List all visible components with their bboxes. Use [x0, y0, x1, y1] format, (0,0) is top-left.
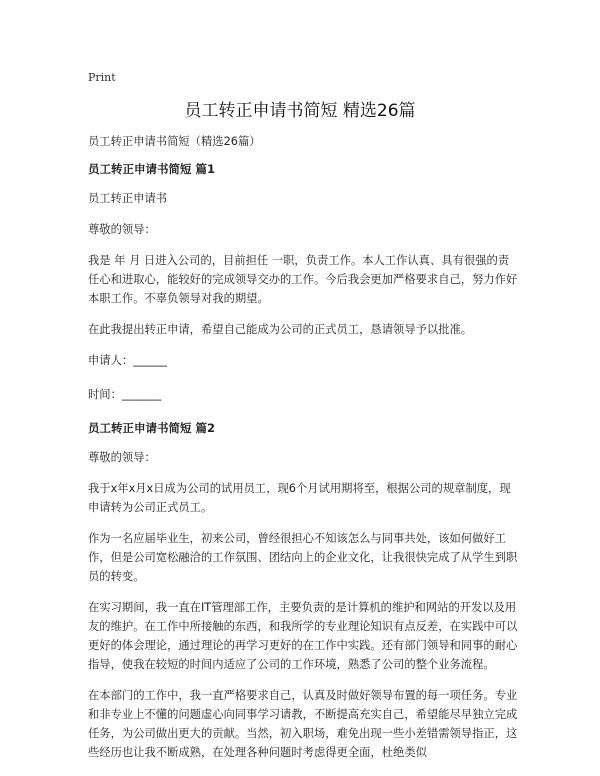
salutation-1: 尊敬的领导： — [88, 223, 156, 236]
page-title: 员工转正申请书简短 精选26篇 — [184, 101, 416, 121]
salutation-2: 尊敬的领导： — [88, 451, 156, 464]
paragraph: 在本部门的工作中，我一直严格要求自己，认真及时做好领导布置的每一项任务。专业和非专业上不懂的问题虚心向同事学习请教，不断提高充实自己，希望能尽早独立完成任务，为公司做出更大的贡献。当然，初入职场，难免出现一些小差错需领导指正，这些经历也让我不断成熟，在处理各种问题时考虑得更全面，杜绝类似 — [88, 689, 518, 759]
date-line: 时间：_______ — [88, 388, 162, 401]
paragraph: 作为一名应届毕业生，初来公司，曾经很担心不知该怎么与同事共处，该如何做好工作，但是公司宽松融洽的工作氛围、团结向上的企业文化，让我很快完成了从学生到职员的转变。 — [88, 532, 518, 583]
applicant-line: 申请人：______ — [88, 354, 168, 367]
document-body — [88, 132, 518, 774]
print-link[interactable]: Print — [88, 71, 116, 84]
section-heading-1: 员工转正申请书简短 篇1 — [88, 162, 216, 176]
subtitle: 员工转正申请书简短（精选26篇） — [88, 135, 261, 148]
paragraph: 在此我提出转正申请，希望自己能成为公司的正式员工，恳请领导予以批准。 — [88, 323, 473, 336]
paragraph: 我于x年x月x日成为公司的试用员工，现6个月试用期将至，根据公司的规章制度，现申请转为公司正式员工。 — [88, 482, 511, 514]
paragraph: 在实习期间，我一直在IT管理部工作，主要负责的是计算机的维护和网站的开发以及用友的维护。在工作中所接触的东西，和我所学的专业理论知识有点反差，在实践中可以更好的体会理论，通过理论的再学习更好的在工作中实践。还有部门领导和同事的耐心指导，使我在较短的时间内适应了公司的工作环境，熟悉了公司的整个业务流程。 — [88, 601, 518, 671]
paragraph: 我是 年 月 日进入公司的，目前担任 一职，负责工作。本人工作认真、具有很强的责任心和进取心，能较好的完成领导交办的工作。今后我会更加严格要求自己，努力作好本职工作。不辜负领导对我的期望。 — [88, 254, 518, 305]
doc-title: 员工转正申请书 — [88, 192, 168, 205]
section-heading-2: 员工转正申请书简短 篇2 — [88, 421, 216, 435]
